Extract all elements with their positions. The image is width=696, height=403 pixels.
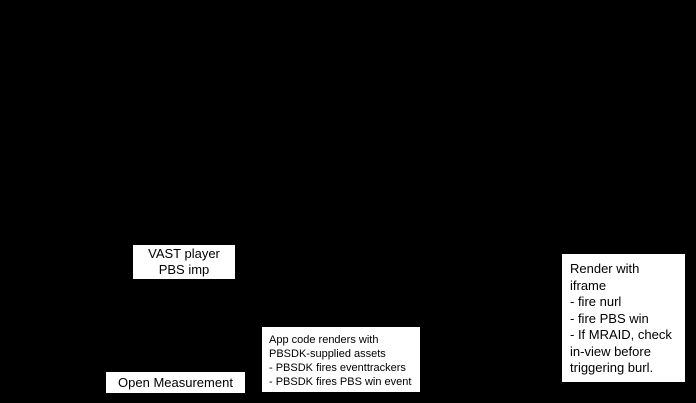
node-text-line: triggering burl.	[570, 360, 654, 375]
node-text-line: Open Measurement	[118, 375, 233, 390]
node-text-line: - If MRAID, check	[570, 327, 672, 342]
node-render-with-iframe	[562, 254, 685, 382]
node-app-code-renders	[262, 327, 420, 392]
node-text-line: PBS imp	[158, 262, 210, 277]
node-vast-player-pbs-imp	[133, 245, 235, 279]
node-text-line: - PBSDK fires eventtrackers	[269, 362, 406, 374]
node-text-line: in-view before	[570, 343, 651, 359]
node-text-line: - fire nurl	[570, 294, 622, 309]
node-text-line: App code renders with	[269, 334, 379, 346]
node-text-line: Render with	[570, 261, 640, 276]
node-text-line: VAST player	[148, 246, 220, 261]
node-text-line: iframe	[570, 277, 607, 293]
node-text-line: PBSDK-supplied assets	[269, 348, 386, 360]
node-open-measurement	[106, 372, 245, 393]
node-text-line: - fire PBS win	[570, 310, 649, 326]
node-text-line: - PBSDK fires PBS win event	[269, 376, 412, 388]
